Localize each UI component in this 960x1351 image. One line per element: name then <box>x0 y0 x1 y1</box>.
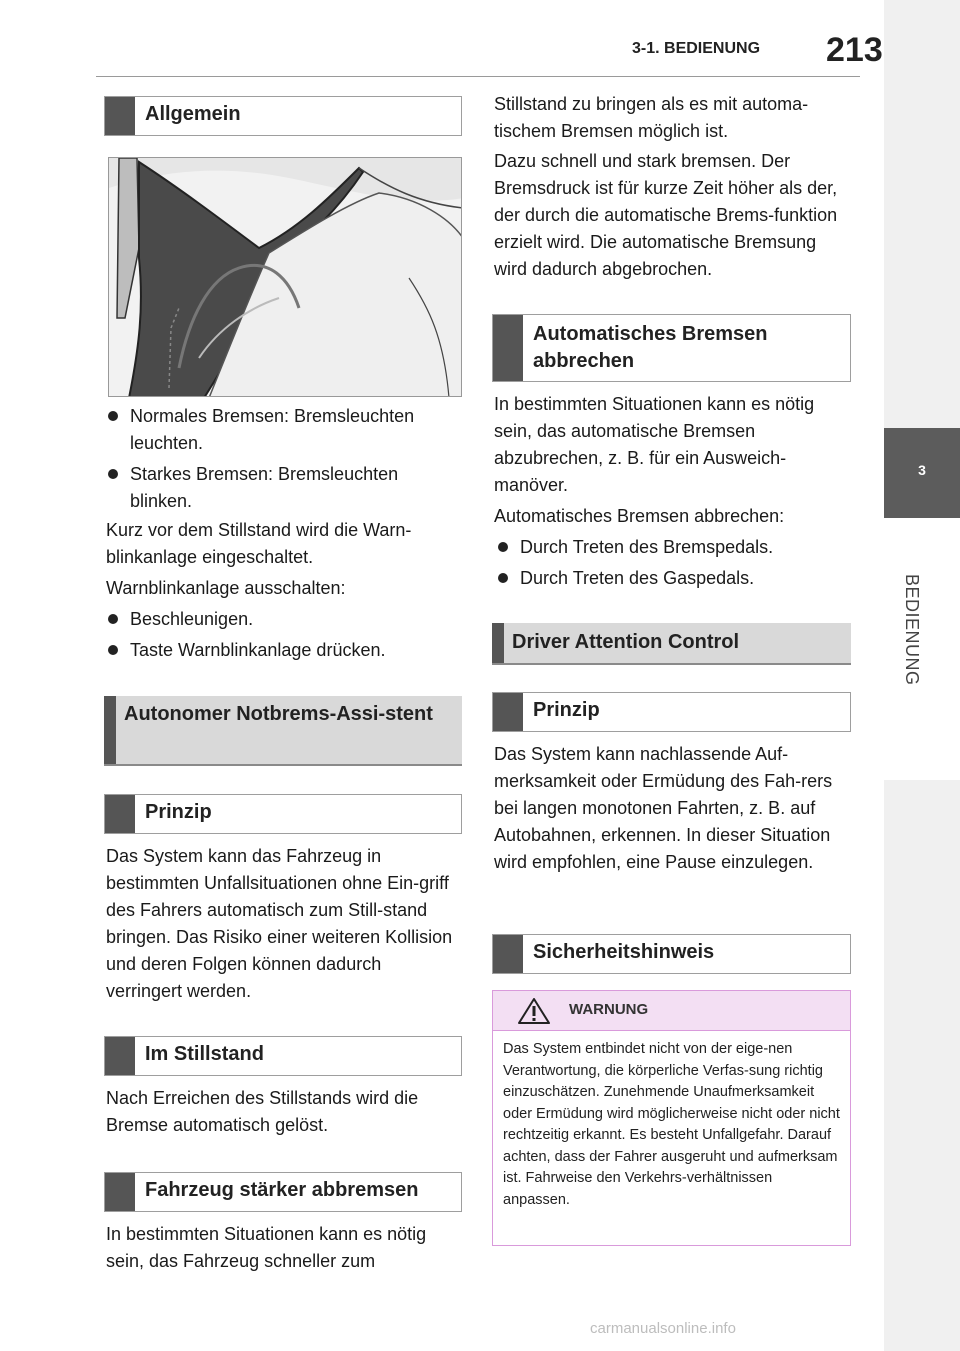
heading-bar <box>105 795 135 833</box>
paragraph: Kurz vor dem Stillstand wird die Warn-blinkanlage eingeschaltet. <box>106 520 412 567</box>
bullet-icon <box>108 469 118 479</box>
warning-title: WARNUNG <box>569 1001 649 1018</box>
list-item <box>130 606 460 633</box>
header-divider <box>96 76 860 77</box>
warning-header <box>493 991 850 1031</box>
heading-allgemein <box>104 96 462 136</box>
list-item-text: Starkes Bremsen: Bremsleuchten blinken. <box>130 464 399 511</box>
chapter-number: 3 <box>918 462 926 478</box>
chapter-label: BEDIENUNG <box>902 574 922 686</box>
heading-bar <box>492 623 504 663</box>
paragraph: Das System kann das Fahrzeug in bestimmten Unfallsituationen ohne Ein-griff des Fahrers automatisch zum Still-stand bringen. Das Risiko einer weiteren Kollision und deren Folgen können dadurch verringert werden. <box>106 846 453 1001</box>
heading-text: Automatisches Bremsen abbrechen <box>533 323 768 372</box>
list-item-text: Beschleunigen. <box>130 609 254 629</box>
paragraph: Stillstand zu bringen als es mit automa-tischem Bremsen möglich ist. <box>494 94 809 141</box>
chapter-label-strip <box>884 518 960 780</box>
list-item <box>520 565 850 592</box>
heading-bar <box>493 693 523 731</box>
paragraph: In bestimmten Situationen kann es nötig sein, das automatische Bremsen abzubrechen, z. B. für ein Ausweich-manöver. <box>494 394 815 495</box>
heading-text: Prinzip <box>533 699 600 721</box>
car-rear-drawing <box>109 158 462 397</box>
paragraph: Nach Erreichen des Stillstands wird die Bremse automatisch gelöst. <box>106 1088 419 1135</box>
bullet-icon <box>108 411 118 421</box>
list-item-text: Normales Bremsen: Bremsleuchten leuchten. <box>130 406 415 453</box>
brake-light-illustration <box>108 157 462 397</box>
section-title: 3-1. BEDIENUNG <box>632 40 761 57</box>
heading-abbrechen <box>492 314 851 382</box>
list-item <box>130 461 460 515</box>
heading-text: Autonomer Notbrems-Assi-stent <box>124 703 433 725</box>
page-number: 213 <box>826 31 883 69</box>
heading-sicherheitshinweis <box>492 934 851 974</box>
list-item <box>130 637 460 664</box>
heading-bar <box>105 1173 135 1211</box>
side-tab-bar-upper <box>884 0 960 428</box>
heading-bar <box>104 696 116 764</box>
paragraph: Dazu schnell und stark bremsen. Der Bremsdruck ist für kurze Zeit höher als der, der durch die automatische Brems-funktion erzielt wird. Die automatische Bremsung wird dadurch abgebrochen. <box>494 151 838 279</box>
list-item-text: Durch Treten des Bremspedals. <box>520 537 774 557</box>
heading-bar <box>493 315 523 381</box>
heading-bar <box>105 1037 135 1075</box>
heading-text: Fahrzeug stärker abbremsen <box>145 1179 419 1201</box>
heading-text: Sicherheitshinweis <box>533 941 715 963</box>
list-item-text: Taste Warnblinkanlage drücken. <box>130 640 386 660</box>
paragraph: In bestimmten Situationen kann es nötig sein, das Fahrzeug schneller zum <box>106 1224 427 1271</box>
heading-bar <box>493 935 523 973</box>
heading-text: Im Stillstand <box>145 1043 264 1065</box>
heading-prinzip <box>104 794 462 834</box>
watermark-text: carmanualsonline.info <box>590 1320 736 1337</box>
bullet-icon <box>498 542 508 552</box>
warning-triangle-icon <box>517 997 551 1025</box>
heading-text: Prinzip <box>145 801 212 823</box>
heading-prinzip-2 <box>492 692 851 732</box>
bullet-icon <box>108 614 118 624</box>
list-item-text: Durch Treten des Gaspedals. <box>520 568 755 588</box>
bullet-icon <box>498 573 508 583</box>
heading-im-stillstand <box>104 1036 462 1076</box>
warning-text: Das System entbindet nicht von der eige-nen Verantwortung, die körperliche Verfas-sung richtig einzuschätzen. Zunehmende Unaufmerksamkeit oder Ermüdung wird möglicherweise nicht oder nicht rechtzeitig erkannt. Es besteht Unfallgefahr. Darauf achten, dass der Fahrer ausgeruht und aufmerksam ist. Fahrweise den Verkehrs-verhältnissen anpassen. <box>503 1041 840 1208</box>
paragraph: Automatisches Bremsen abbrechen: <box>494 506 785 526</box>
bullet-icon <box>108 645 118 655</box>
list-item <box>520 534 850 561</box>
heading-notbrems-assistent <box>104 696 462 766</box>
heading-abbremsen <box>104 1172 462 1212</box>
paragraph: Das System kann nachlassende Auf-merksamkeit oder Ermüdung des Fah-rers bei langen monotonen Fahrten, z. B. auf Autobahnen, erkennen. In dieser Situation wird empfohlen, eine Pause einzulegen. <box>494 744 833 872</box>
heading-driver-attention-control <box>492 623 851 665</box>
warning-box <box>492 990 851 1246</box>
side-tab-bar-lower <box>884 780 960 1351</box>
heading-bar <box>105 97 135 135</box>
heading-text: Allgemein <box>145 103 241 125</box>
list-item <box>130 403 460 457</box>
heading-text: Driver Attention Control <box>512 631 740 653</box>
paragraph: Warnblinkanlage ausschalten: <box>106 578 346 598</box>
